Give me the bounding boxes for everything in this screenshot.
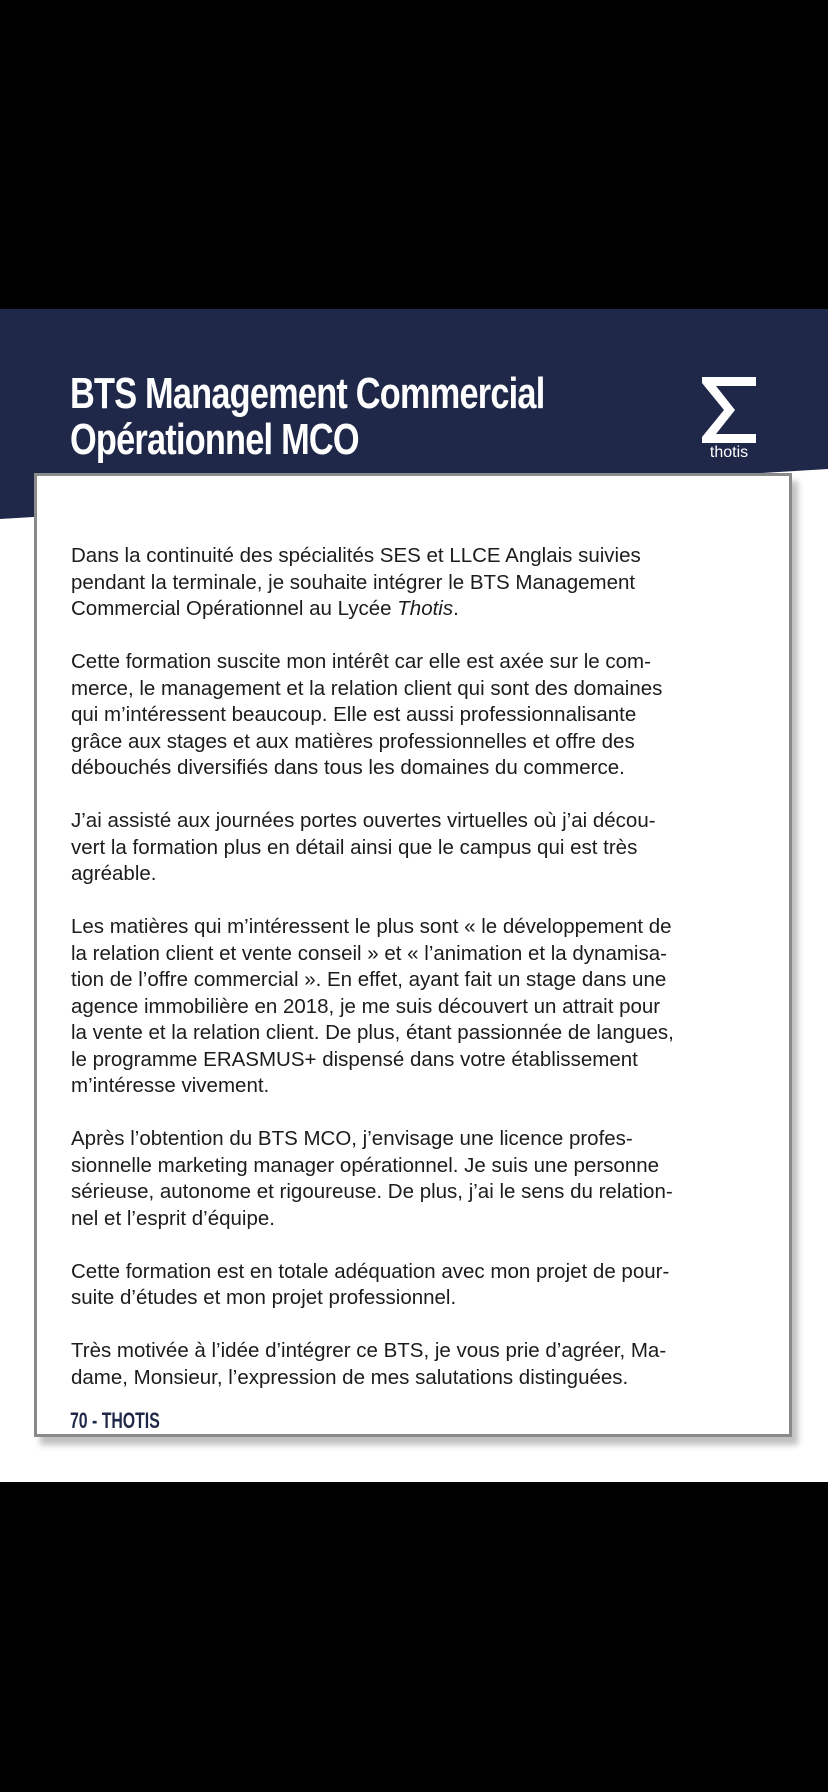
paragraph-line: sionnelle marketing manager opérationnel. Je suis une personne bbox=[71, 1153, 660, 1177]
thotis-logo bbox=[698, 373, 760, 463]
paragraph-1 bbox=[71, 543, 761, 623]
paragraph-line: sérieuse, autonome et rigoureuse. De plus, j’ai le sens du relation- bbox=[71, 1180, 673, 1203]
paragraph-7 bbox=[71, 1338, 761, 1391]
paragraph-line: nel et l’esprit d’équipe. bbox=[71, 1206, 275, 1230]
page-footer: 70 - THOTIS bbox=[70, 1408, 160, 1433]
paragraph-line: merce, le management et la relation client qui sont des domaines bbox=[71, 676, 663, 700]
paragraph-line: Dans la continuité des spécialités SES et LLCE Anglais suivies bbox=[71, 544, 641, 567]
paragraph-line: pendant la terminale, je souhaite intégrer le BTS Management bbox=[71, 570, 636, 594]
top-black-bar bbox=[0, 0, 828, 309]
title-line-2: Opérationnel MCO bbox=[70, 415, 359, 464]
paragraph-line: Les matières qui m’intéressent le plus sont « le développement de bbox=[71, 915, 672, 938]
paragraph-line: qui m’intéressent beaucoup. Elle est aussi professionnalisante bbox=[71, 703, 637, 726]
paragraph-line: vert la formation plus en détail ainsi que le campus qui est très bbox=[71, 835, 638, 859]
logo-text: thotis bbox=[709, 444, 749, 461]
paragraph-line: Cette formation suscite mon intérêt car elle est axée sur le com- bbox=[71, 650, 651, 673]
document-page bbox=[0, 309, 828, 1482]
paragraph-line: grâce aux stages et aux matières professionnelles et offre des bbox=[71, 729, 635, 753]
paragraph-5 bbox=[71, 1126, 761, 1232]
paragraph-4 bbox=[71, 914, 761, 1100]
paragraph-line: Très motivée à l’idée d’intégrer ce BTS, je vous prie d’agréer, Ma- bbox=[71, 1339, 667, 1362]
paragraph-line: agence immobilière en 2018, je me suis découvert un attrait pour bbox=[71, 994, 661, 1018]
paragraph-line: agréable. bbox=[71, 862, 157, 885]
page-title bbox=[70, 369, 545, 464]
paragraph-line: la relation client et vente conseil » et « l’animation et la dynamisa- bbox=[71, 941, 667, 965]
paragraph-line: la vente et la relation client. De plus, étant passionnée de langues, bbox=[71, 1021, 674, 1044]
paragraph-line: tion de l’offre commercial ». En effet, ayant fait un stage dans une bbox=[71, 968, 667, 991]
paragraph-line: dame, Monsieur, l’expression de mes salutations distinguées. bbox=[71, 1365, 629, 1389]
paragraph-3 bbox=[71, 808, 761, 888]
paragraph-6 bbox=[71, 1259, 761, 1312]
school-name: Thotis bbox=[397, 597, 454, 620]
sigma-icon bbox=[698, 373, 760, 447]
title-line-1: BTS Management Commercial bbox=[70, 369, 545, 418]
letter-body bbox=[71, 543, 761, 1418]
paragraph-line: suite d’études et mon projet professionnel. bbox=[71, 1286, 457, 1309]
paragraph-line: m’intéresse vivement. bbox=[71, 1074, 270, 1097]
paragraph-line: Cette formation est en totale adéquation avec mon projet de pour- bbox=[71, 1259, 670, 1283]
paragraph-line: débouchés diversifiés dans tous les domaines du commerce. bbox=[71, 756, 625, 779]
paragraph-line: Après l’obtention du BTS MCO, j’envisage une licence profes- bbox=[71, 1127, 633, 1150]
bottom-black-bar bbox=[0, 1482, 828, 1792]
paragraph-line: Commercial Opérationnel au Lycée Thotis. bbox=[71, 597, 459, 620]
paragraph-line: J’ai assisté aux journées portes ouvertes virtuelles où j’ai décou- bbox=[71, 809, 656, 832]
paragraph-line: le programme ERASMUS+ dispensé dans votre établissement bbox=[71, 1047, 638, 1071]
paragraph-2 bbox=[71, 649, 761, 782]
